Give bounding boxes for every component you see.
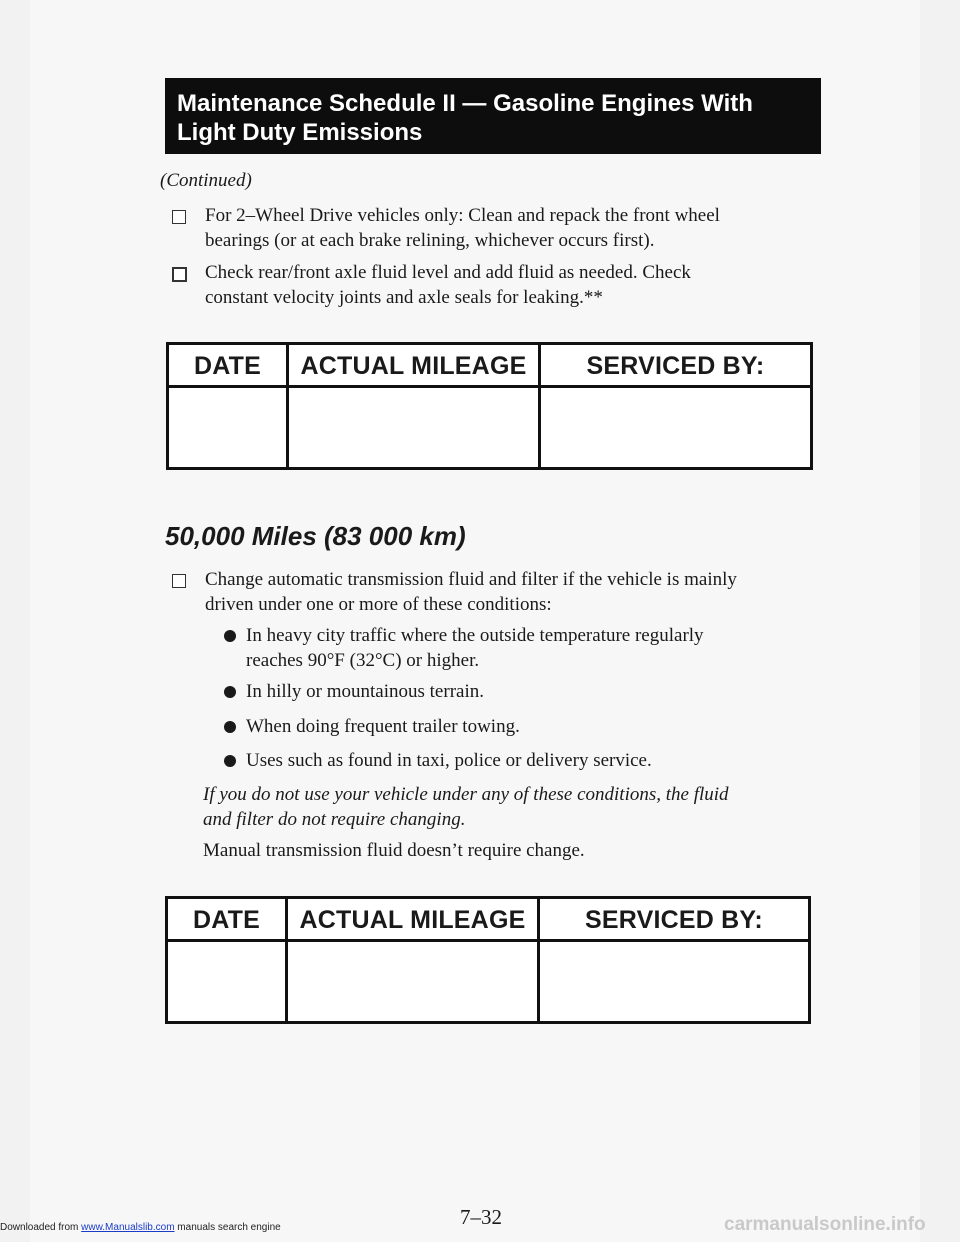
column-header-mileage: ACTUAL MILEAGE [299, 906, 526, 934]
bullet-icon [224, 630, 236, 642]
service-record-table [166, 342, 813, 470]
mileage-heading: 50,000 Miles (83 000 km) [165, 521, 466, 551]
column-header-date: DATE [193, 906, 260, 934]
condition-bullet: When doing frequent trailer towing. [246, 716, 520, 737]
checklist-item: For 2–Wheel Drive vehicles only: Clean and repack the front wheel bearings (or at each brake relining, whichever occurs first). [205, 205, 720, 251]
condition-bullet: Uses such as found in taxi, police or delivery service. [246, 750, 652, 771]
service-record-table [165, 896, 811, 1024]
condition-bullet: In heavy city traffic where the outside temperature regularly reaches 90°F (32°C) or higher. [246, 625, 704, 671]
column-header-mileage: ACTUAL MILEAGE [300, 352, 527, 380]
continued-label: (Continued) [160, 170, 252, 191]
section-title-line-2: Light Duty Emissions [177, 119, 423, 146]
column-header-date: DATE [194, 352, 261, 380]
conditions-note: If you do not use your vehicle under any of these conditions, the fluid and filter do not require changing. [203, 784, 729, 830]
column-header-serviced-by: SERVICED BY: [586, 352, 765, 380]
bullet-icon [224, 721, 236, 733]
bullet-icon [224, 755, 236, 767]
checkbox-icon [172, 267, 187, 282]
section-title-line-1: Maintenance Schedule II — Gasoline Engines With [177, 90, 753, 117]
section-title-bar [165, 78, 821, 154]
bullet-icon [224, 686, 236, 698]
manualslib-link[interactable]: www.Manualslib.com [81, 1222, 175, 1233]
condition-bullet: In hilly or mountainous terrain. [246, 681, 484, 702]
watermark: carmanualsonline.info [724, 1214, 926, 1235]
checkbox-icon [172, 210, 186, 224]
page-number: 7–32 [460, 1205, 502, 1229]
download-footer: Downloaded from www.Manualslib.com manuals search engine [0, 1222, 281, 1233]
column-header-serviced-by: SERVICED BY: [585, 906, 763, 934]
checklist-item: Change automatic transmission fluid and filter if the vehicle is mainly driven under one or more of these conditions: [205, 569, 737, 615]
checklist-item: Check rear/front axle fluid level and add fluid as needed. Check constant velocity joints and axle seals for leaking.** [205, 262, 691, 308]
checkbox-icon [172, 574, 186, 588]
manual-transmission-note: Manual transmission fluid doesn’t require change. [203, 840, 585, 861]
